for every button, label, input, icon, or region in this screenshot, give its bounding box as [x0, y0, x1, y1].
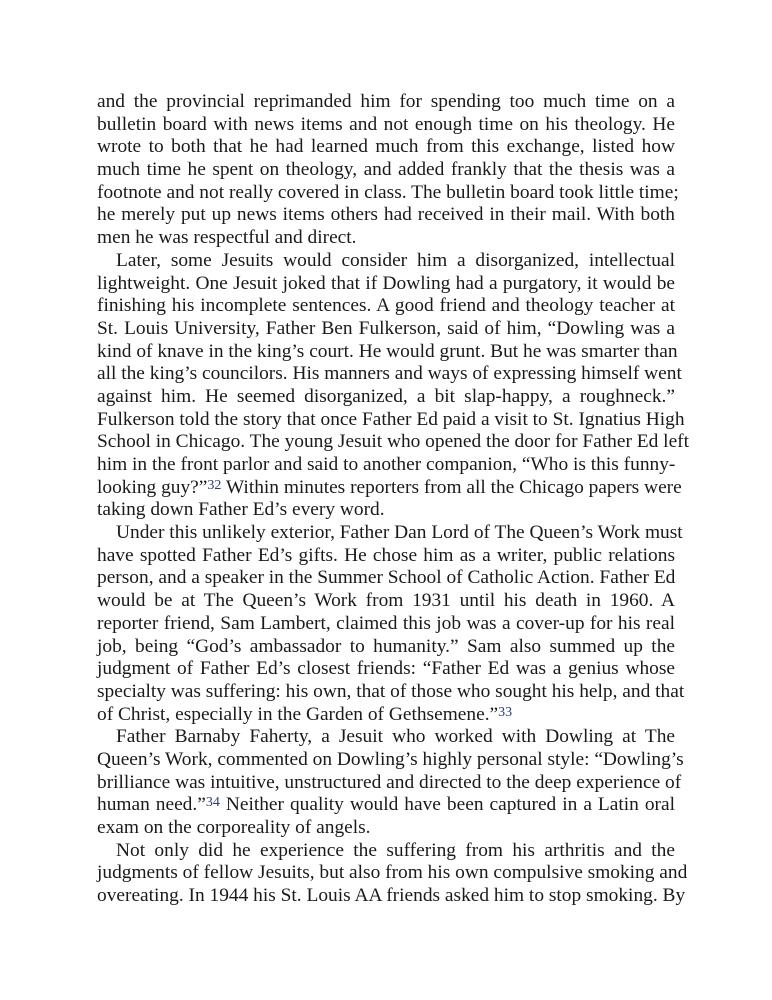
- paragraph: [97, 839, 688, 908]
- text-line: [97, 295, 675, 318]
- text-line: [97, 318, 675, 341]
- text-line: [97, 340, 678, 364]
- text-line: [97, 91, 675, 114]
- line-text: kind of knave in the king’s court. He would grunt. But he was smarter than: [97, 340, 678, 362]
- line-text: looking guy?”: [97, 476, 208, 498]
- line-text: exam on the corporeality of angels.: [97, 817, 371, 838]
- line-text: of Christ, especially in the Garden of Gethsemene.”: [97, 703, 499, 725]
- line-text: him in the front parlor and said to another companion, “Who is this funny-: [97, 454, 676, 475]
- text-line: [97, 522, 683, 545]
- text-line: [97, 840, 675, 863]
- text-line: [97, 454, 675, 477]
- line-text: St. Louis University, Father Ben Fulkerson, said of him, “Dowling was a: [97, 317, 675, 339]
- line-text: finishing his incomplete sentences. A good friend and theology teacher at: [97, 295, 675, 317]
- text-line: [97, 499, 675, 522]
- text-line: [97, 136, 675, 159]
- footnote-marker[interactable]: 34: [205, 795, 220, 811]
- text-line: [97, 273, 675, 296]
- line-text: Fulkerson told the story that once Father Ed paid a visit to St. Ignatius High: [97, 408, 685, 430]
- text-line: [97, 704, 675, 727]
- text-line: [97, 680, 685, 704]
- text-line: [97, 408, 685, 432]
- text-line: [97, 885, 686, 908]
- text-line: [97, 658, 675, 681]
- line-text: job, being “God’s ambassador to humanity.” Sam also summed up the: [97, 635, 675, 657]
- line-text: all the king’s councilors. His manners and ways of expressing himself went: [97, 363, 682, 385]
- text-line: [97, 726, 675, 749]
- line-text: person, and a speaker in the Summer School of Catholic Action. Father Ed: [97, 567, 676, 589]
- paragraph: [97, 91, 679, 250]
- text-line: [97, 476, 682, 500]
- line-text: have spotted Father Ed’s gifts. He chose him as a writer, public relations: [97, 544, 675, 566]
- text-line: [97, 227, 675, 250]
- document-body: [97, 91, 690, 908]
- line-text: reporter friend, Sam Lambert, claimed this job was a cover-up for his real: [97, 612, 675, 634]
- paragraph: [97, 726, 684, 839]
- text-line: [97, 363, 682, 386]
- text-line: [97, 181, 679, 205]
- text-line: [97, 567, 675, 590]
- text-line: [97, 748, 684, 772]
- text-line: [97, 431, 690, 454]
- footnote-marker[interactable]: 32: [207, 477, 222, 493]
- line-text: judgment of Father Ed’s closest friends: “Father Ed was a genius whose: [97, 658, 675, 680]
- text-line: [97, 204, 675, 227]
- line-text: Not only did he experience the suffering from his arthritis and the: [116, 839, 675, 861]
- text-line: [97, 114, 675, 137]
- line-text-continued: Neither quality would have been captured in a Latin oral: [219, 794, 676, 816]
- line-text: overeating. In 1944 his St. Louis AA friends asked him to stop smoking. By: [97, 885, 686, 907]
- text-line: [97, 159, 675, 182]
- line-text: much time he spent on theology, and added frankly that the thesis was a: [97, 159, 675, 181]
- text-line: [97, 636, 675, 659]
- line-text: he merely put up news items others had received in their mail. With both: [97, 204, 675, 226]
- line-text: wrote to both that he had learned much from this exchange, listed how: [97, 136, 675, 158]
- text-line: [97, 817, 675, 840]
- line-text: School in Chicago. The young Jesuit who opened the door for Father Ed left: [97, 431, 690, 453]
- line-text: brilliance was intuitive, unstructured and directed to the deep experience of: [97, 771, 682, 793]
- paragraph: [97, 522, 685, 726]
- line-text: human need.”: [97, 794, 206, 816]
- line-text: and the provincial reprimanded him for spending too much time on a: [97, 91, 675, 112]
- text-line: [97, 250, 675, 273]
- line-text: bulletin board with news items and not enough time on his theology. He: [97, 113, 675, 135]
- line-text: men he was respectful and direct.: [97, 227, 357, 249]
- footnote-marker[interactable]: 33: [498, 704, 513, 720]
- text-line: [97, 386, 675, 409]
- text-line: [97, 545, 675, 568]
- line-text: lightweight. One Jesuit joked that if Dowling had a purgatory, it would be: [97, 272, 675, 294]
- text-line: [97, 862, 688, 885]
- line-text: would be at The Queen’s Work from 1931 until his death in 1960. A: [97, 590, 675, 612]
- text-line: [97, 590, 675, 613]
- text-line: [97, 794, 675, 817]
- line-text: specialty was suffering: his own, that of those who sought his help, and that: [97, 680, 685, 702]
- line-text-continued: Within minutes reporters from all the Chicago papers were: [221, 476, 682, 498]
- paragraph: [97, 249, 690, 522]
- line-text: Later, some Jesuits would consider him a disorganized, intellectual: [116, 249, 675, 271]
- line-text: against him. He seemed disorganized, a bit slap-happy, a roughneck.”: [97, 385, 675, 407]
- text-line: [97, 613, 675, 636]
- line-text: footnote and not really covered in class. The bulletin board took little time;: [97, 181, 679, 203]
- line-text: Under this unlikely exterior, Father Dan Lord of The Queen’s Work must: [116, 522, 683, 544]
- line-text: judgments of fellow Jesuits, but also from his own compulsive smoking and: [97, 862, 688, 884]
- line-text: Queen’s Work, commented on Dowling’s highly personal style: “Dowling’s: [97, 748, 684, 770]
- line-text: taking down Father Ed’s every word.: [97, 499, 385, 521]
- line-text: Father Barnaby Faherty, a Jesuit who worked with Dowling at The: [116, 726, 675, 748]
- text-line: [97, 771, 682, 795]
